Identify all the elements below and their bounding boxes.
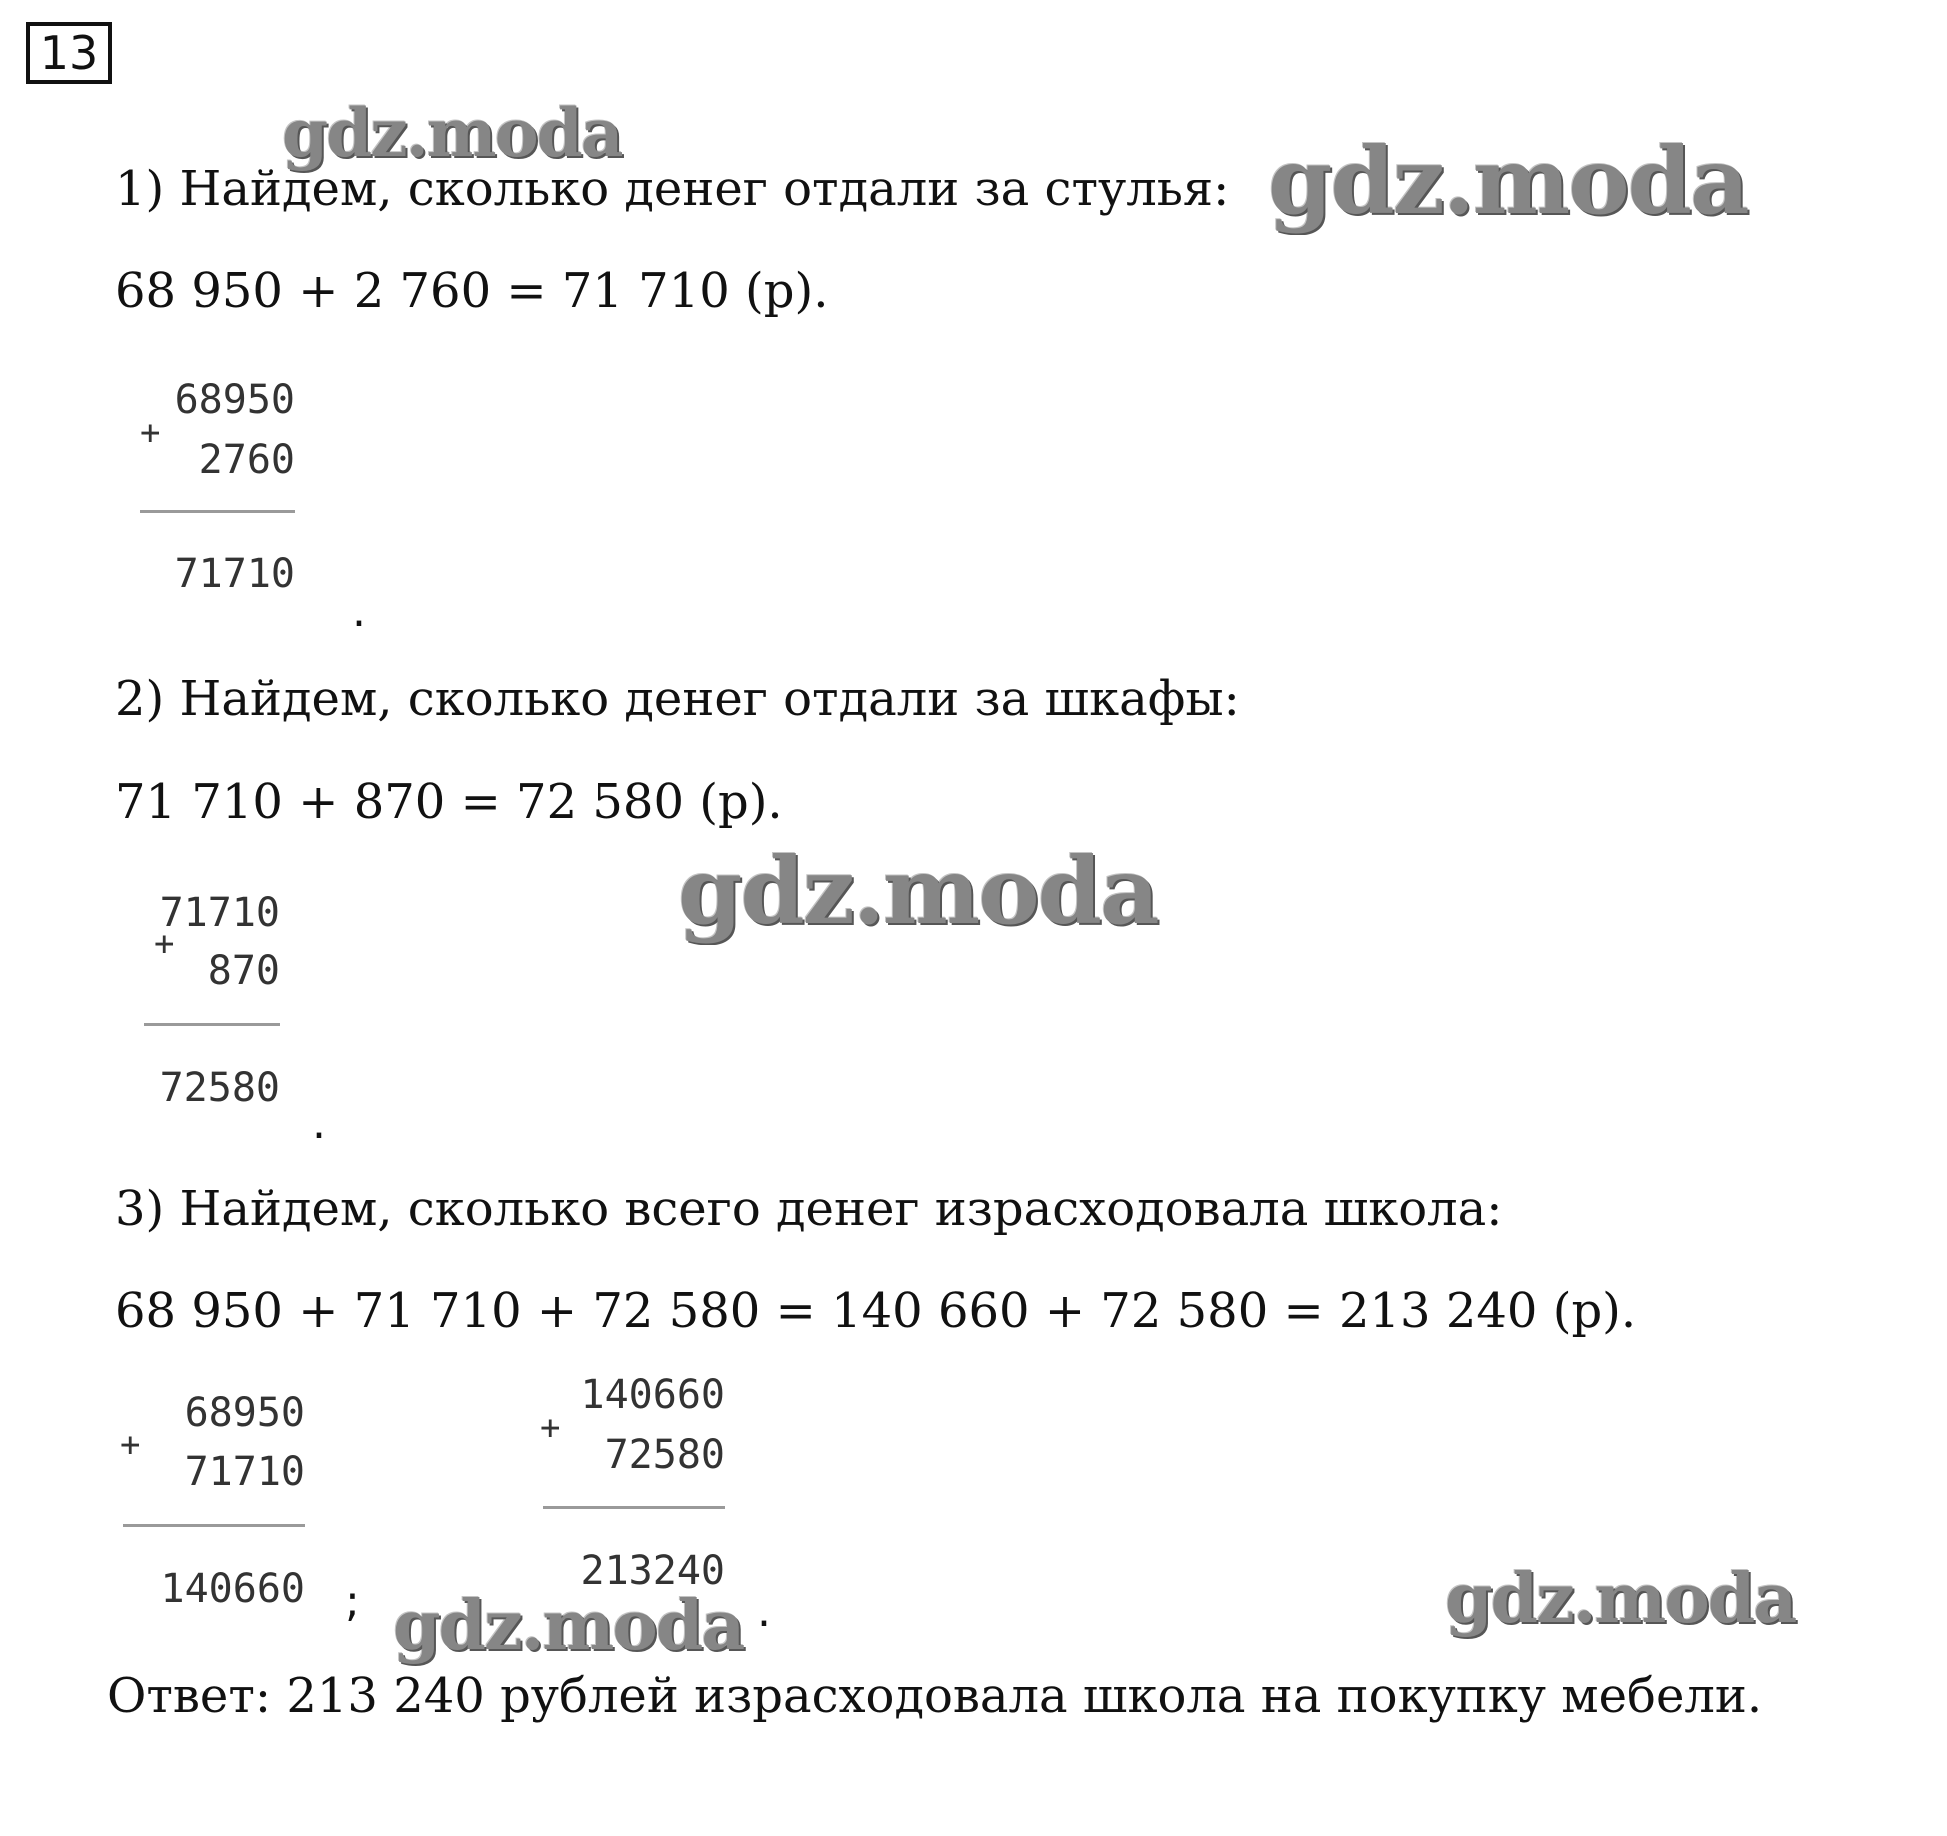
addend-bottom: 870 [207,948,280,994]
watermark: gdz.moda [1268,127,1748,235]
end-mark: . [352,586,366,637]
end-mark: . [312,1098,326,1149]
step-1-equation: 68 950 + 2 760 = 71 710 (р). [115,263,829,319]
plus-sign: + [154,924,175,964]
addend-top: 140660 [580,1372,725,1418]
sum-line [123,1524,305,1527]
step-2-equation: 71 710 + 870 = 72 580 (р). [115,774,783,830]
watermark: gdz.moda [1445,1559,1796,1639]
sum-line [140,510,295,513]
addend-bottom: 71710 [184,1449,305,1495]
addend-bottom: 2760 [198,437,295,483]
plus-sign: + [140,413,161,453]
plus-sign: + [120,1425,141,1465]
plus-sign: + [540,1408,561,1448]
end-mark: ; [345,1576,360,1627]
addend-bottom: 72580 [604,1432,725,1478]
step-1-column-addition [140,377,295,600]
sum-line [144,1023,280,1026]
answer-text: Ответ: 213 240 рублей израсходовала школа на покупку мебели. [107,1668,1763,1724]
step-3-column-addition-2 [540,1372,725,1595]
step-3-heading: 3) Найдем, сколько всего денег израсходовала школа: [115,1181,1503,1237]
watermark: gdz.moda [393,1586,744,1666]
addend-top: 68950 [184,1390,305,1436]
sum-line [543,1506,725,1509]
sum-result: 213240 [580,1548,725,1594]
watermark: gdz.moda [678,837,1158,945]
addend-top: 71710 [159,890,280,936]
end-mark: . [757,1586,771,1637]
watermark: gdz.moda [282,94,622,172]
step-3-column-addition-1 [120,1390,305,1613]
sum-result: 140660 [160,1566,305,1612]
problem-number-badge: 13 [26,22,112,84]
step-2-heading: 2) Найдем, сколько денег отдали за шкафы: [115,671,1240,727]
sum-result: 71710 [174,551,295,597]
step-1-heading: 1) Найдем, сколько денег отдали за стулья: [115,161,1230,217]
step-3-equation: 68 950 + 71 710 + 72 580 = 140 660 + 72 580 = 213 240 (р). [115,1283,1637,1339]
addend-top: 68950 [174,377,295,423]
sum-result: 72580 [159,1065,280,1111]
step-2-column-addition [140,890,280,1113]
